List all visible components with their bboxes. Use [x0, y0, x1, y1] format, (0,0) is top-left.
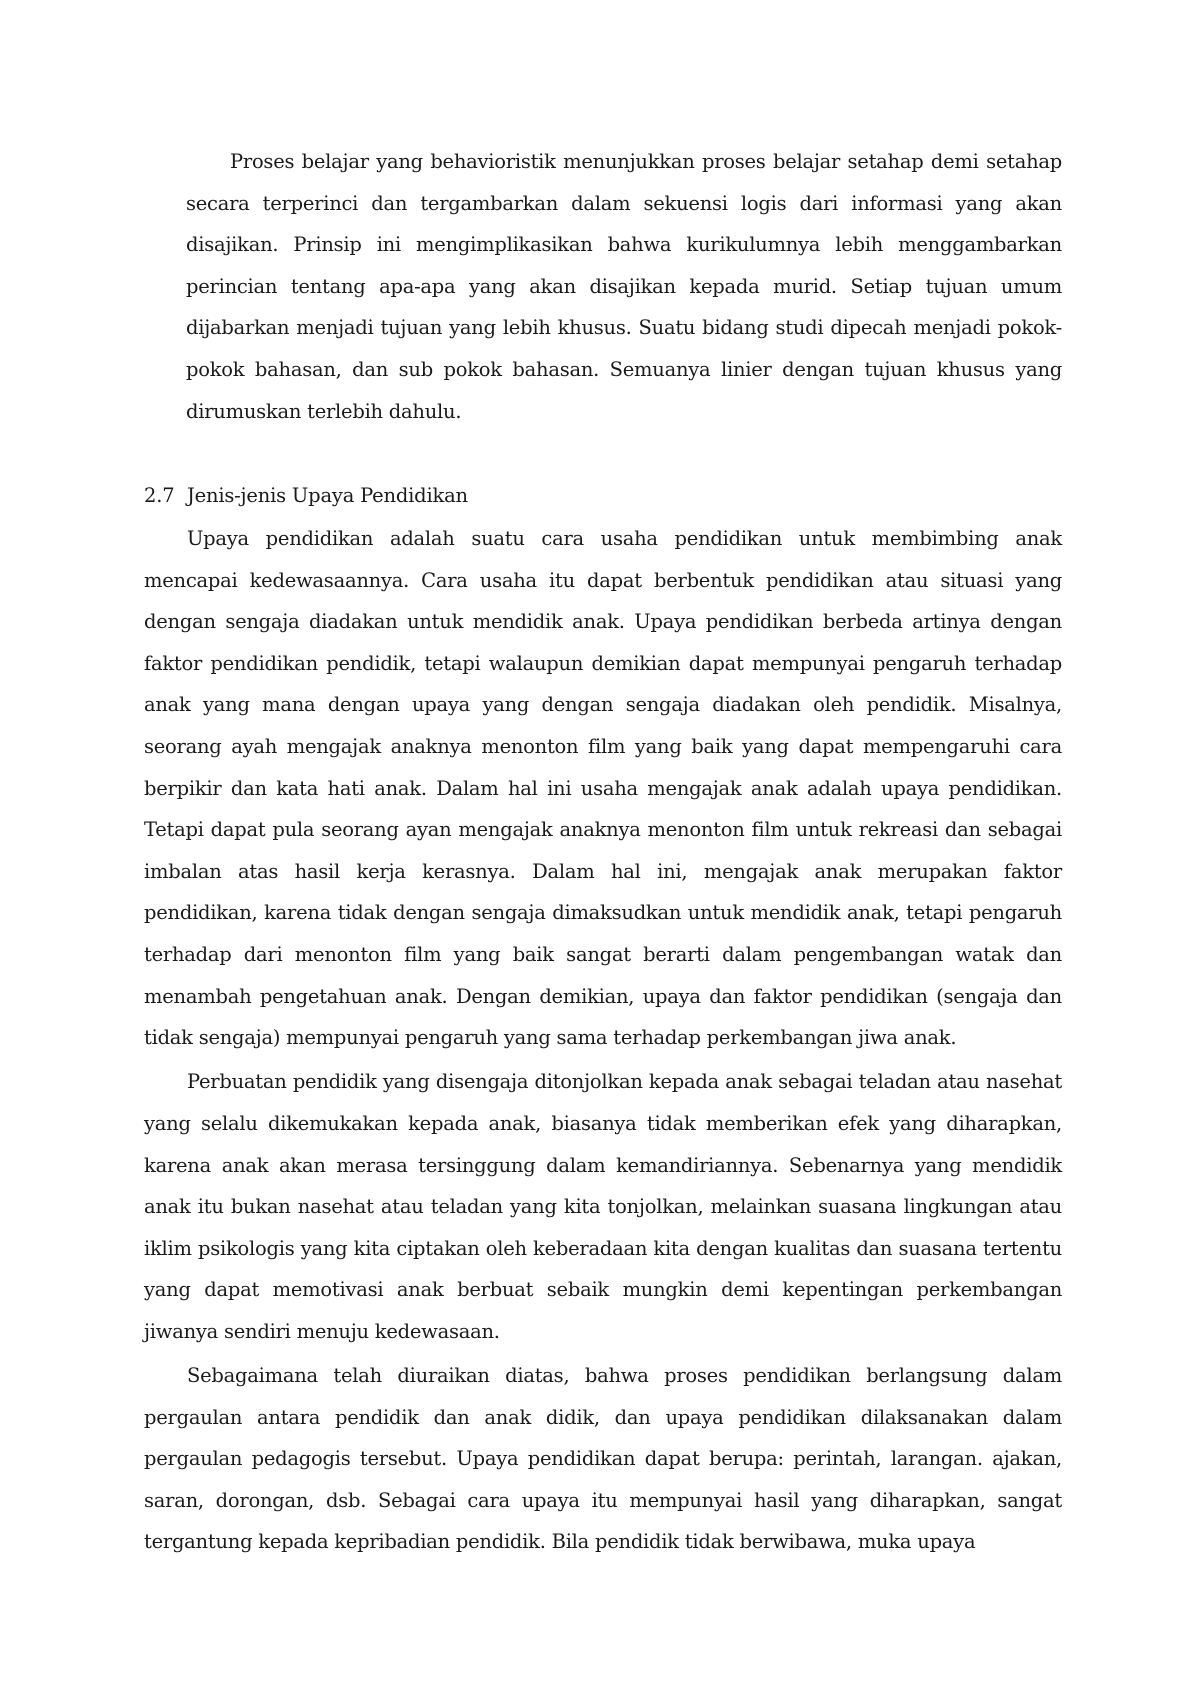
- body-paragraph-2: Perbuatan pendidik yang disengaja ditonjolkan kepada anak sebagai teladan atau nasehat yang selalu dikemukakan kepada anak, biasanya tidak memberikan efek yang diharapkan, karena anak akan merasa tersinggung dalam kemandiriannya. Sebenarnya yang mendidik anak itu bukan nasehat atau teladan yang kita tonjolkan, melainkan suasana lingkungan atau iklim psikologis yang kita ciptakan oleh keberadaan kita dengan kualitas dan suasana tertentu yang dapat memotivasi anak berbuat sebaik mungkin demi kepentingan perkembangan jiwanya sendiri menuju kedewasaan.: [144, 1070, 1062, 1343]
- intro-paragraph: Proses belajar yang behavioristik menunjukkan proses belajar setahap demi setahap secara terperinci dan tergambarkan dalam sekuensi logis dari informasi yang akan disajikan. Prinsip ini mengimplikasikan bahwa kurikulumnya lebih menggambarkan perincian tentang apa-apa yang akan disajikan kepada murid. Setiap tujuan umum dijabarkan menjadi tujuan yang lebih khusus. Suatu bidang studi dipecah menjadi pokok-pokok bahasan, dan sub pokok bahasan. Semuanya linier dengan tujuan khusus yang dirumuskan terlebih dahulu.: [186, 150, 1062, 423]
- section-number: 2.7: [144, 484, 175, 507]
- section-title: Jenis-jenis Upaya Pendidikan: [187, 484, 468, 507]
- section-body: [144, 518, 1062, 1566]
- intro-section: [186, 141, 1062, 432]
- section-heading: [144, 475, 468, 517]
- body-paragraph-3: Sebagaimana telah diuraikan diatas, bahwa proses pendidikan berlangsung dalam pergaulan antara pendidik dan anak didik, dan upaya pendidikan dilaksanakan dalam pergaulan pedagogis tersebut. Upaya pendidikan dapat berupa: perintah, larangan. ajakan, saran, dorongan, dsb. Sebagai cara upaya itu mempunyai hasil yang diharapkan, sangat tergantung kepada kepribadian pendidik. Bila pendidik tidak berwibawa, muka upaya: [144, 1364, 1062, 1554]
- body-paragraph-1: Upaya pendidikan adalah suatu cara usaha pendidikan untuk membimbing anak mencapai kedewasaannya. Cara usaha itu dapat berbentuk pendidikan atau situasi yang dengan sengaja diadakan untuk mendidik anak. Upaya pendidikan berbeda artinya dengan faktor pendidikan pendidik, tetapi walaupun demikian dapat mempunyai pengaruh terhadap anak yang mana dengan upaya yang dengan sengaja diadakan oleh pendidik. Misalnya, seorang ayah mengajak anaknya menonton film yang baik yang dapat mempengaruhi cara berpikir dan kata hati anak. Dalam hal ini usaha mengajak anak adalah upaya pendidikan. Tetapi dapat pula seorang ayan mengajak anaknya menonton film untuk rekreasi dan sebagai imbalan atas hasil kerja kerasnya. Dalam hal ini, mengajak anak merupakan faktor pendidikan, karena tidak dengan sengaja dimaksudkan untuk mendidik anak, tetapi pengaruh terhadap dari menonton film yang baik sangat berarti dalam pengembangan watak dan menambah pengetahuan anak. Dengan demikian, upaya dan faktor pendidikan (sengaja dan tidak sengaja) mempunyai pengaruh yang sama terhadap perkembangan jiwa anak.: [144, 527, 1062, 1050]
